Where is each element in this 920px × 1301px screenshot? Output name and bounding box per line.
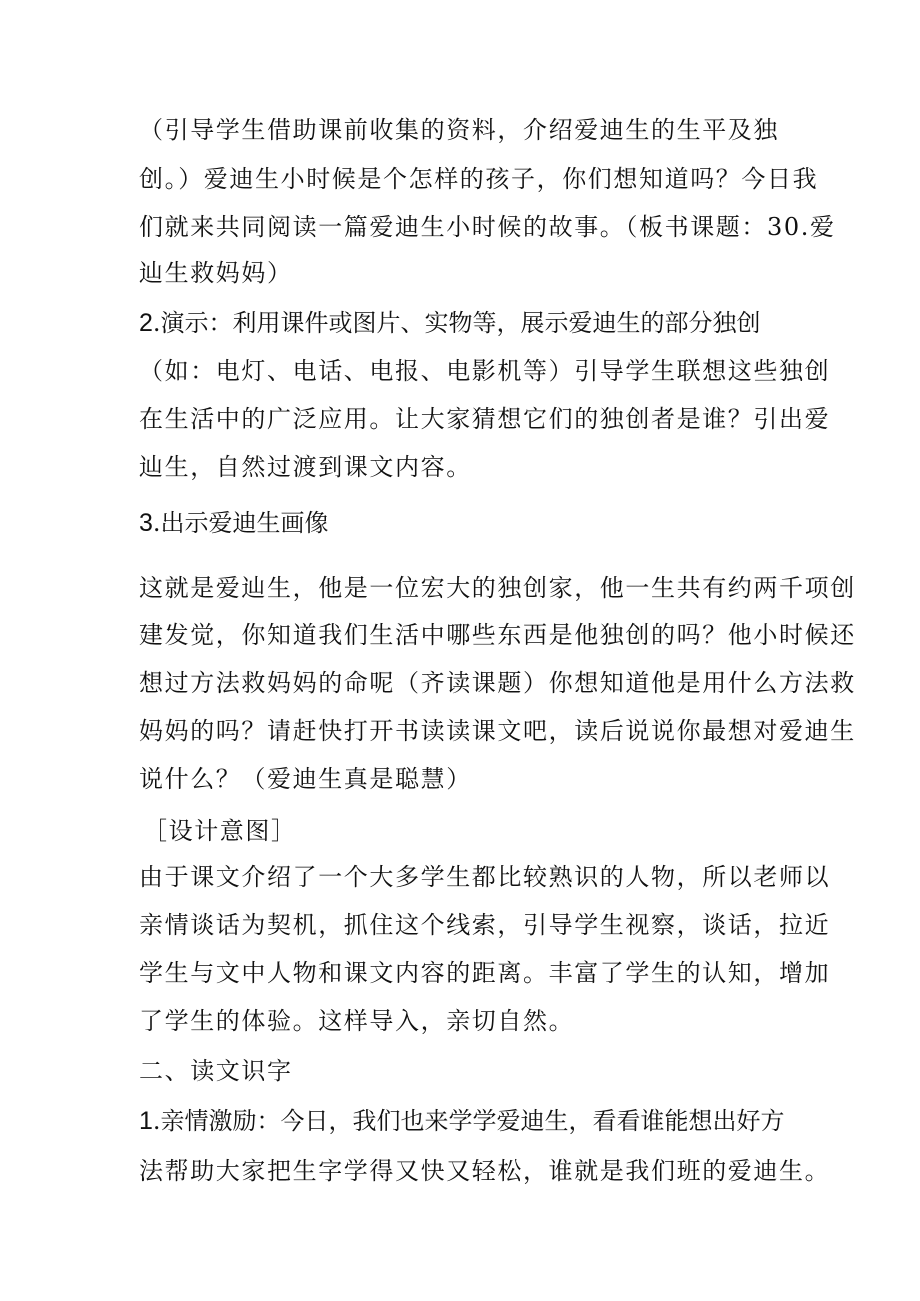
paragraph-line: 创。）爱迪生小时候是个怎样的孩子，你们想知道吗？今日我 xyxy=(139,165,819,193)
paragraph-line: 妈妈的吗？请赶快打开书读读课文吧，读后说说你最想对爱迪生 xyxy=(139,717,856,745)
list-item-text: .演示：利用课件或图片、实物等，展示爱迪生的部分独创 xyxy=(152,309,761,337)
list-item-1 xyxy=(139,1106,785,1136)
section-heading: 二、读文识字 xyxy=(139,1057,293,1085)
paragraph-line: 学生与文中人物和课文内容的距离。丰富了学生的认知，增加 xyxy=(139,959,831,987)
paragraph-line: 在生活中的广泛应用。让大家猜想它们的独创者是谁？引出爱 xyxy=(139,405,831,433)
paragraph-line: 们就来共同阅读一篇爱迪生小时候的故事。（板书课题：30.爱 xyxy=(139,213,836,241)
paragraph-line: 想过方法救妈妈的命呢（齐读课题）你想知道他是用什么方法救 xyxy=(139,669,856,697)
list-item-3 xyxy=(139,508,329,538)
list-item-text: .出示爱迪生画像 xyxy=(152,509,329,537)
list-item-2 xyxy=(139,308,761,338)
paragraph-line: 辿生救妈妈） xyxy=(139,259,293,287)
paragraph-line: 亲情谈话为契机，抓住这个线索，引导学生视察，谈话，拉近 xyxy=(139,911,831,939)
list-item-number: 2 xyxy=(139,309,153,337)
paragraph-line: 建发觉，你知道我们生活中哪些东西是他独创的吗？他小时候还 xyxy=(139,621,856,649)
list-item-number: 1 xyxy=(139,1107,153,1135)
list-item-text: .亲情激励：今日，我们也来学学爱迪生，看看谁能想出好方 xyxy=(152,1107,785,1135)
paragraph-line: 这就是爱辿生，他是一位宏大的独创家，他一生共有约两千项创 xyxy=(139,574,856,602)
paragraph-line: 说什么？（爱迪生真是聪慧） xyxy=(139,765,472,793)
paragraph-line: （引导学生借助课前收集的资料，介绍爱迪生的生平及独 xyxy=(139,116,779,144)
paragraph-line: 法帮助大家把生字学得又快又轻松，谁就是我们班的爱迪生。 xyxy=(139,1157,831,1185)
design-intent-heading: ［设计意图］ xyxy=(143,817,297,845)
paragraph-line: （如：电灯、电话、电报、电影机等）引导学生联想这些独创 xyxy=(139,357,831,385)
paragraph-line: 了学生的体验。这样导入，亲切自然。 xyxy=(139,1007,575,1035)
paragraph-line: 辿生，自然过渡到课文内容。 xyxy=(139,453,472,481)
list-item-number: 3 xyxy=(139,509,153,537)
paragraph-line: 由于课文介绍了一个大多学生都比较熟识的人物，所以老师以 xyxy=(139,863,831,891)
